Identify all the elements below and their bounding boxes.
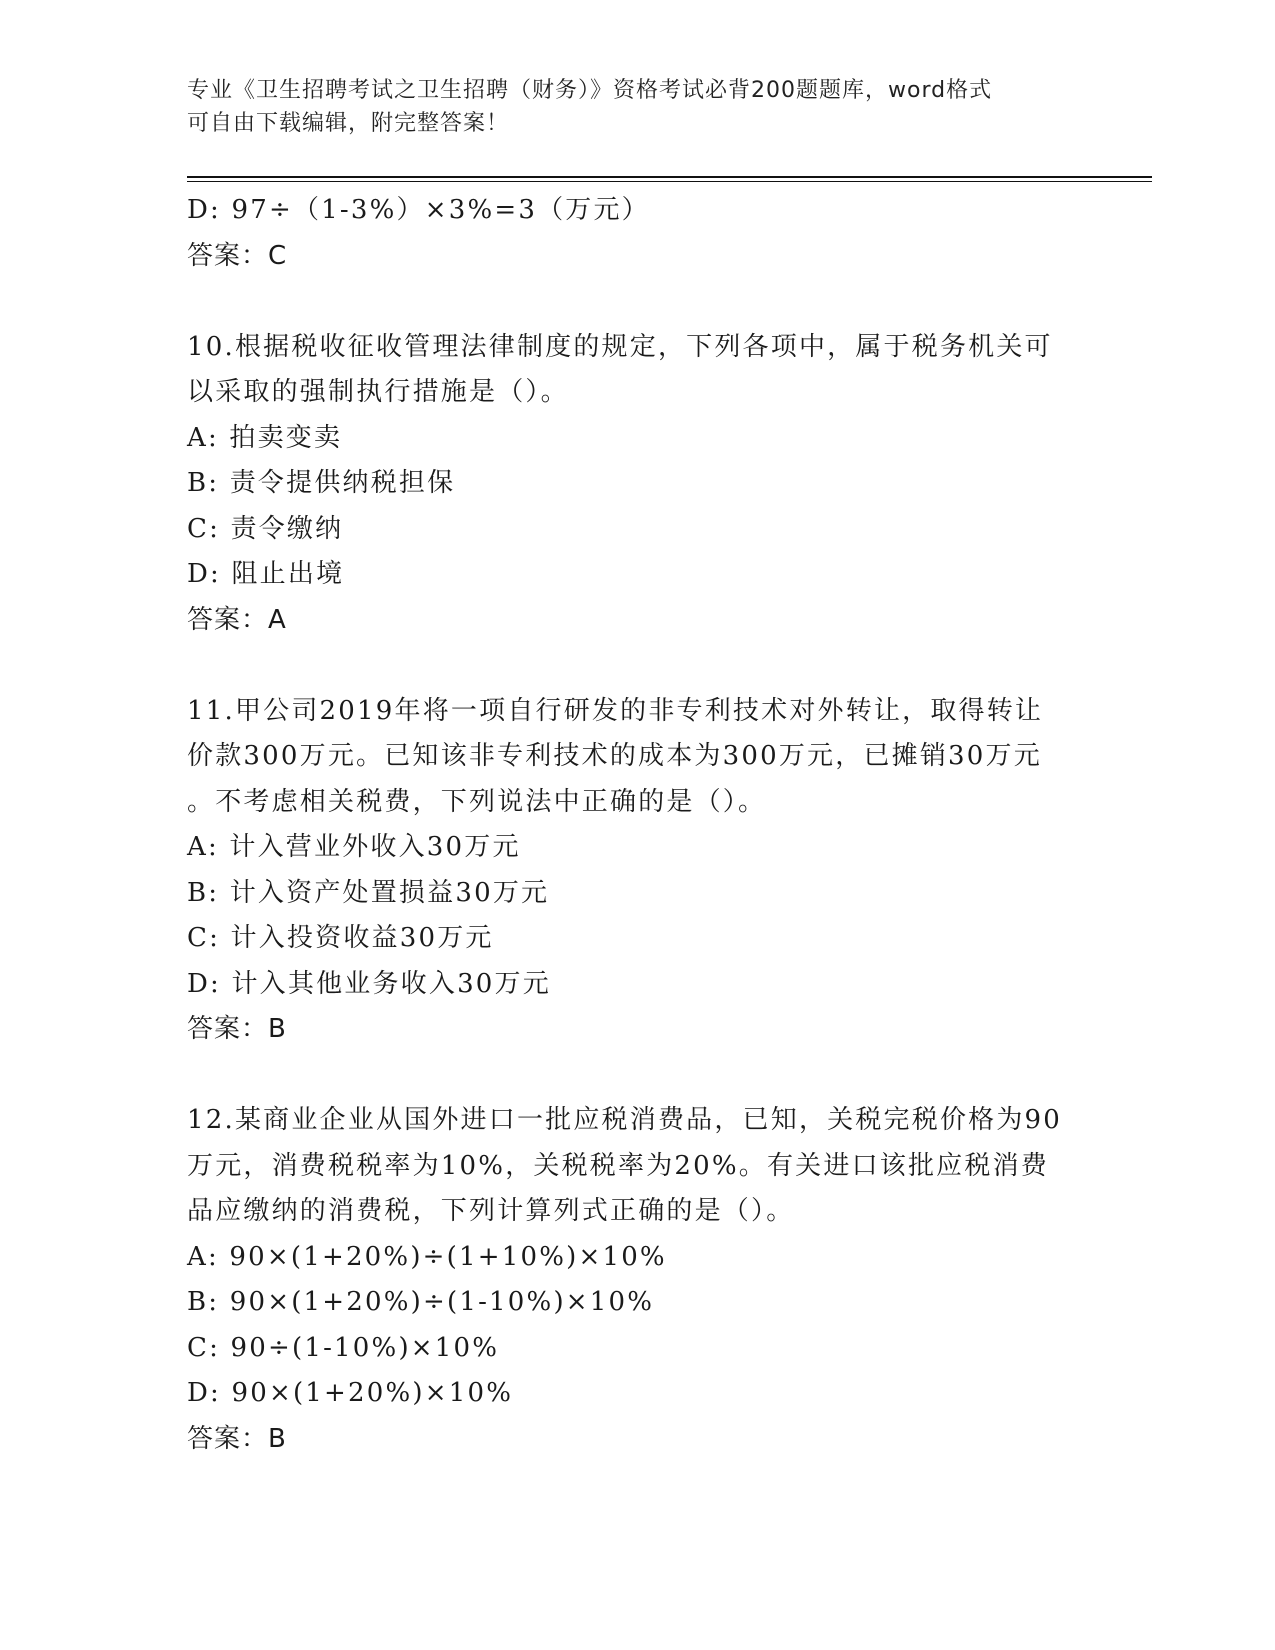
spacer <box>187 279 1087 325</box>
option-a: A: 拍卖变卖 <box>187 422 343 453</box>
option-b: B: 责令提供纳税担保 <box>187 468 456 498</box>
option-d: D: 97÷（1-3%）×3%=3（万元） <box>187 195 650 225</box>
document-header <box>187 74 1087 140</box>
question-text-line: 万元，消费税税率为10%，关税税率为20%。有关进口该批应税消费 <box>187 1150 1049 1181</box>
previous-question-tail <box>187 188 1087 279</box>
question-12 <box>187 1098 1087 1462</box>
answer: 答案：B <box>187 1014 287 1044</box>
header-divider <box>187 176 1152 182</box>
question-10 <box>187 325 1087 644</box>
option-a: A: 计入营业外收入30万元 <box>187 832 521 862</box>
question-text-line: 12.某商业企业从国外进口一批应税消费品，已知，关税完税价格为90 <box>187 1105 1063 1135</box>
answer: 答案：B <box>187 1423 287 1454</box>
question-11 <box>187 689 1087 1053</box>
option-b: B: 计入资产处置损益30万元 <box>187 877 550 908</box>
question-text-line: 价款300万元。已知该非专利技术的成本为300万元，已摊销30万元 <box>187 741 1042 771</box>
question-text-line: 。不考虑相关税费，下列说法中正确的是（）。 <box>187 786 767 817</box>
option-b: B: 90×(1+20%)÷(1-10%)×10% <box>187 1287 655 1317</box>
spacer <box>187 643 1087 689</box>
option-c: C: 责令缴纳 <box>187 513 344 544</box>
spacer <box>187 1053 1087 1099</box>
question-text-line: 以采取的强制执行措施是（）。 <box>187 377 569 407</box>
option-d: D: 90×(1+20%)×10% <box>187 1378 514 1408</box>
option-d: D: 阻止出境 <box>187 559 345 589</box>
option-c: C: 计入投资收益30万元 <box>187 923 494 953</box>
option-a: A: 90×(1+20%)÷(1+10%)×10% <box>187 1241 667 1272</box>
document-body <box>187 188 1087 1462</box>
question-text-line: 10.根据税收征收管理法律制度的规定，下列各项中，属于税务机关可 <box>187 331 1053 362</box>
answer: 答案：A <box>187 604 287 635</box>
question-text-line: 11.甲公司2019年将一项自行研发的非专利技术对外转让，取得转让 <box>187 695 1044 726</box>
header-line-1: 专业《卫生招聘考试之卫生招聘（财务）》资格考试必背200题题库，word格式 <box>187 78 993 103</box>
option-d: D: 计入其他业务收入30万元 <box>187 968 551 999</box>
question-text-line: 品应缴纳的消费税，下列计算列式正确的是（）。 <box>187 1196 795 1226</box>
option-c: C: 90÷(1-10%)×10% <box>187 1332 500 1363</box>
answer: 答案：C <box>187 240 288 271</box>
header-line-2: 可自由下载编辑，附完整答案！ <box>187 111 510 136</box>
